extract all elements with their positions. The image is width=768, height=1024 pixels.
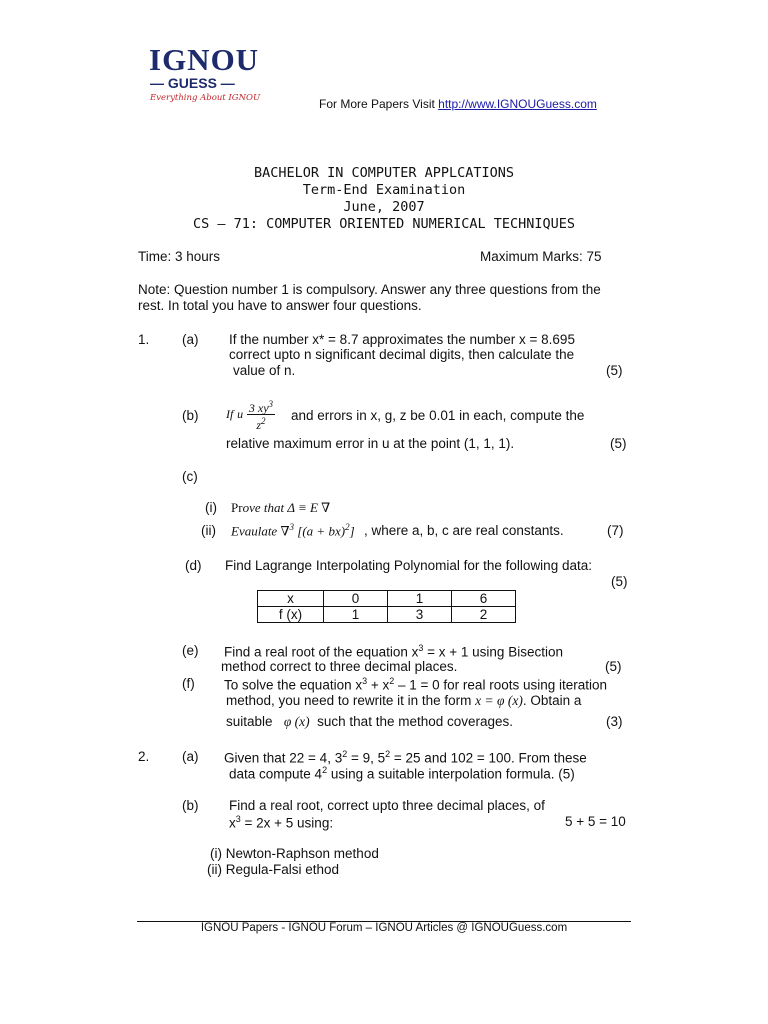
q2a-line2-text: data compute 4 [229,766,323,782]
q2b-line-2 [229,814,333,831]
q2b-option-i: (i) Newton-Raphson method [210,846,379,861]
q1a-line-3: value of n. [233,363,296,378]
q2a-text-a: Given that 22 = 4, 3 [224,750,343,766]
q1d-label: (d) [185,558,202,573]
table-cell: 3 [388,607,452,623]
table-cell: 1 [388,591,452,607]
q2b-exp: 3 [235,814,241,824]
q1c-ii-rest: , where a, b, c are real constants. [364,523,564,538]
q1c-ii-exp: 3 [289,522,295,532]
title-date: June, 2007 [343,199,425,215]
title-course: CS – 71: COMPUTER ORIENTED NUMERICAL TECHNIQUES [192,216,575,232]
title-program: BACHELOR IN COMPUTER APPLCATIONS [253,165,515,181]
table-cell: x [258,591,324,607]
exam-marks: Maximum Marks: 75 [480,249,602,264]
q2a-exp-1: 2 [342,749,348,759]
table-cell: 2 [452,607,516,623]
q2b-x: x [229,815,236,831]
q1f-text-b: + x [367,677,390,693]
q1f-text-c: – 1 = 0 for real roots using iteration [394,677,608,693]
q1f-line3-end: such that the method coverages. [317,714,514,729]
q1c-i-math: Δ ≡ E ∇ [287,500,331,515]
q1c-label: (c) [182,469,198,484]
visit-link[interactable]: http://www.IGNOUGuess.com [438,97,597,111]
q1f-line-2 [226,693,581,709]
q1b-den-exp: 2 [261,416,266,426]
logo-tagline: Everything About IGNOU [150,93,261,103]
q1a-label: (a) [182,332,199,347]
q2b-line-1: Find a real root, correct upto three decimal places, of [229,798,545,813]
q1f-line2-math: x = φ (x) [475,693,523,708]
q1e-line-1 [224,643,563,660]
q1b-denominator: z [256,418,262,432]
q1c-i-label: (i) [205,500,217,515]
q1d-text: Find Lagrange Interpolating Polynomial for the following data: [225,558,592,573]
q2b-line2-text: = 2x + 5 using: [240,815,334,831]
q2a-label: (a) [182,749,199,764]
q1b-text-2: relative maximum error in u at the point (1, 1, 1). [226,436,515,451]
q1c-ii-close: ] [349,523,355,539]
q2a-exp-2: 2 [385,749,391,759]
q1c-ii-math: [(a + bx) [297,523,346,539]
q1a-line-2: correct upto n significant decimal digits, then calculate the [229,347,575,362]
q1d-marks: (5) [611,574,628,589]
q1c-ii-exp2: 2 [345,522,350,532]
q1a-marks: (5) [606,363,623,378]
q2b-marks: 5 + 5 = 10 [565,814,626,829]
q2a-text-c: = 25 and 102 = 100. From these [390,750,587,766]
title-exam: Term-End Examination [302,182,466,198]
q1-number: 1. [138,332,150,347]
table-cell: 0 [324,591,388,607]
q1b-numerator: 3 xy [248,401,269,415]
q1f-line3-math: φ (x) [283,714,310,729]
q2b-option-ii: (ii) Regula-Falsi ethod [207,862,340,877]
q1c-marks: (7) [607,523,624,538]
q1c-i-formula [231,500,330,516]
q1f-exp-1: 3 [362,676,368,686]
q2a-line2-end: using a suitable interpolation formula. (5) [327,766,575,782]
q1c-i-text: ove that [242,500,285,515]
q1e-line-2: method correct to three decimal places. [221,659,458,674]
q2a-line-2 [229,765,575,782]
q1e-marks: (5) [605,659,622,674]
q1b-marks: (5) [610,436,627,451]
q1f-line3-text: suitable [226,714,273,729]
table-row [258,591,516,607]
footer-text: IGNOU Papers - IGNOU Forum – IGNOU Articles @ IGNOUGuess.com [200,922,568,934]
q1e-text-a: Find a real root of the equation x [224,644,419,660]
q1b-formula [226,398,275,431]
note-line-2: rest. In total you have to answer four questions. [138,298,422,313]
q1f-line2-end: . Obtain a [522,693,582,708]
note-line-1: Note: Question number 1 is compulsory. Answer any three questions from the [138,282,601,297]
q1b-label: (b) [182,408,199,423]
q1f-line-1 [224,676,607,693]
q1f-line-3 [226,714,513,730]
q1b-u: u [237,407,244,422]
header-visit [319,97,597,111]
q1c-ii-formula [231,522,355,539]
q1c-ii-label: (ii) [201,523,216,538]
table-cell: f (x) [258,607,324,623]
q1f-text-a: To solve the equation x [224,677,363,693]
q1c-ii-nabla: ∇ [280,523,290,539]
logo-title: IGNOU [149,42,260,77]
logo-subtitle: — GUESS — [150,75,235,91]
q1a-line-1: If the number x* = 8.7 approximates the number x = 8.695 [229,332,575,347]
q1b-text-1: and errors in x, g, z be 0.01 in each, compute the [291,408,585,423]
q1f-exp-2: 2 [389,676,395,686]
table-cell: 6 [452,591,516,607]
q2-number: 2. [138,749,150,764]
q1b-if: If [226,407,234,422]
q1e-text-b: = x + 1 using Bisection [423,644,563,660]
q1c-i-pr: Pr [231,500,243,515]
q2a-text-b: = 9, 5 [347,750,386,766]
table-row [258,607,516,623]
q2b-label: (b) [182,798,199,813]
q1e-label: (e) [182,643,199,658]
q1b-num-exp: 3 [268,399,274,409]
data-table [257,590,516,623]
exam-time: Time: 3 hours [138,249,221,264]
q1f-marks: (3) [606,714,623,729]
q1b-fraction [247,398,275,431]
q1c-ii-text: Evaulate [231,523,278,539]
q2a-line-1 [224,749,587,766]
q1e-exp: 3 [418,643,424,653]
q2a-exp-3: 2 [322,765,328,775]
q1f-line2-text: method, you need to rewrite it in the form [226,693,472,708]
visit-text: For More Papers Visit [319,97,439,111]
q1f-label: (f) [182,676,195,691]
table-cell: 1 [324,607,388,623]
